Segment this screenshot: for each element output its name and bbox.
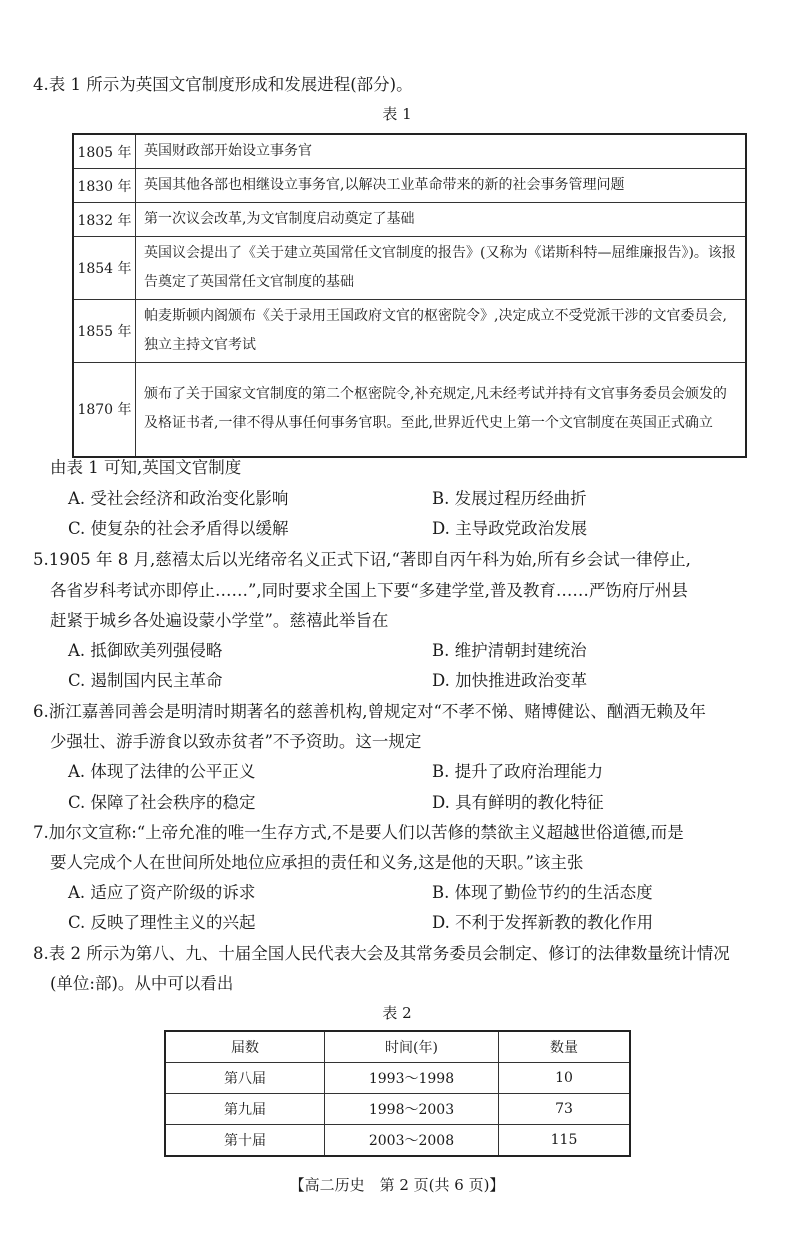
q5-stem-line: 赶紧于城乡各处遍设蒙小学堂”。慈禧此举旨在 bbox=[50, 611, 389, 630]
table-row bbox=[73, 134, 746, 169]
table-row bbox=[73, 363, 746, 457]
q4-option-c[interactable]: C. 使复杂的社会矛盾得以缓解 bbox=[68, 519, 289, 538]
table-cell: 第九届 bbox=[165, 1094, 325, 1125]
table-cell: 第十届 bbox=[165, 1125, 325, 1157]
desc-cell: 英国其他各部也相继设立事务官,以解决工业革命带来的新的社会事务管理问题 bbox=[136, 169, 747, 203]
table-cell: 10 bbox=[499, 1063, 631, 1094]
table-cell: 1993～1998 bbox=[325, 1063, 499, 1094]
table-cell: 73 bbox=[499, 1094, 631, 1125]
table-row bbox=[73, 237, 746, 300]
table-cell: 115 bbox=[499, 1125, 631, 1157]
header-cell: 数量 bbox=[499, 1031, 631, 1063]
desc-cell: 英国议会提出了《关于建立英国常任文官制度的报告》(又称为《诺斯科特—屈维廉报告》)。该报告奠定了英国常任文官制度的基础 bbox=[136, 237, 747, 300]
page-footer: 【高二历史 第 2 页(共 6 页)】 bbox=[289, 1176, 505, 1194]
q5-option-c[interactable]: C. 遏制国内民主革命 bbox=[68, 671, 223, 690]
header-cell: 届数 bbox=[165, 1031, 325, 1063]
q5-option-d[interactable]: D. 加快推进政治变革 bbox=[432, 671, 588, 690]
year-cell: 1855 年 bbox=[73, 300, 136, 363]
q5-stem-line: 各省岁科考试亦即停止……”,同时要求全国上下要“多建学堂,普及教育……严饬府厅州县 bbox=[50, 581, 688, 600]
year-cell: 1805 年 bbox=[73, 134, 136, 169]
q7-stem-line: 7.加尔文宣称:“上帝允准的唯一生存方式,不是要人们以苦修的禁欲主义超越世俗道德,而是 bbox=[33, 823, 684, 842]
q7-option-c[interactable]: C. 反映了理性主义的兴起 bbox=[68, 913, 256, 932]
q8-stem-line: 8.表 2 所示为第八、九、十届全国人民代表大会及其常务委员会制定、修订的法律数量统计情况 bbox=[33, 944, 730, 963]
year-cell: 1832 年 bbox=[73, 203, 136, 237]
q6-option-c[interactable]: C. 保障了社会秩序的稳定 bbox=[68, 793, 256, 812]
q4-question: 由表 1 可知,英国文官制度 bbox=[50, 458, 242, 477]
table1-caption: 表 1 bbox=[382, 105, 412, 123]
desc-cell: 颁布了关于国家文官制度的第二个枢密院令,补充规定,凡未经考试并持有文官事务委员会颁发的及格证书者,一律不得从事任何事务官职。至此,世界近代史上第一个文官制度在英国正式确立 bbox=[136, 363, 747, 457]
table-cell: 第八届 bbox=[165, 1063, 325, 1094]
q7-option-b[interactable]: B. 体现了勤俭节约的生活态度 bbox=[432, 883, 653, 902]
q4-option-b[interactable]: B. 发展过程历经曲折 bbox=[432, 489, 587, 508]
table-cell: 2003～2008 bbox=[325, 1125, 499, 1157]
q7-option-a[interactable]: A. 适应了资产阶级的诉求 bbox=[68, 883, 256, 902]
q6-stem-line: 6.浙江嘉善同善会是明清时期著名的慈善机构,曾规定对“不孝不悌、赌博健讼、酗酒无赖及年 bbox=[33, 702, 706, 721]
table-row bbox=[73, 300, 746, 363]
q5-stem-line: 5.1905 年 8 月,慈禧太后以光绪帝名义正式下诏,“著即自丙午科为始,所有乡会试一律停止, bbox=[33, 550, 691, 569]
q8-stem-line: (单位:部)。从中可以看出 bbox=[50, 974, 234, 993]
table-row bbox=[165, 1094, 630, 1125]
q6-stem-line: 少强壮、游手游食以致赤贫者”不予资助。这一规定 bbox=[50, 732, 422, 751]
year-cell: 1830 年 bbox=[73, 169, 136, 203]
q5-option-a[interactable]: A. 抵御欧美列强侵略 bbox=[68, 641, 223, 660]
table-row bbox=[165, 1125, 630, 1157]
q7-stem-line: 要人完成个人在世间所处地位应承担的责任和义务,这是他的天职。”该主张 bbox=[50, 853, 584, 872]
table-header-row bbox=[165, 1031, 630, 1063]
q6-option-d[interactable]: D. 具有鲜明的教化特征 bbox=[432, 793, 604, 812]
year-cell: 1870 年 bbox=[73, 363, 136, 457]
desc-cell: 英国财政部开始设立事务官 bbox=[136, 134, 747, 169]
q6-option-b[interactable]: B. 提升了政府治理能力 bbox=[432, 762, 604, 781]
desc-cell: 第一次议会改革,为文官制度启动奠定了基础 bbox=[136, 203, 747, 237]
q4-option-d[interactable]: D. 主导政党政治发展 bbox=[432, 519, 588, 538]
q5-option-b[interactable]: B. 维护清朝封建统治 bbox=[432, 641, 587, 660]
q7-option-d[interactable]: D. 不利于发挥新教的教化作用 bbox=[432, 913, 654, 932]
q6-option-a[interactable]: A. 体现了法律的公平正义 bbox=[68, 762, 256, 781]
table-row bbox=[73, 203, 746, 237]
table-2 bbox=[164, 1030, 631, 1157]
table-cell: 1998～2003 bbox=[325, 1094, 499, 1125]
year-cell: 1854 年 bbox=[73, 237, 136, 300]
table-row bbox=[73, 169, 746, 203]
table-1 bbox=[72, 133, 747, 458]
header-cell: 时间(年) bbox=[325, 1031, 499, 1063]
q4-option-a[interactable]: A. 受社会经济和政治变化影响 bbox=[68, 489, 289, 508]
table-row bbox=[165, 1063, 630, 1094]
q4-stem: 4.表 1 所示为英国文官制度形成和发展进程(部分)。 bbox=[33, 75, 413, 94]
table2-caption: 表 2 bbox=[382, 1004, 412, 1022]
desc-cell: 帕麦斯顿内阁颁布《关于录用王国政府文官的枢密院令》,决定成立不受党派干涉的文官委员会,独立主持文官考试 bbox=[136, 300, 747, 363]
